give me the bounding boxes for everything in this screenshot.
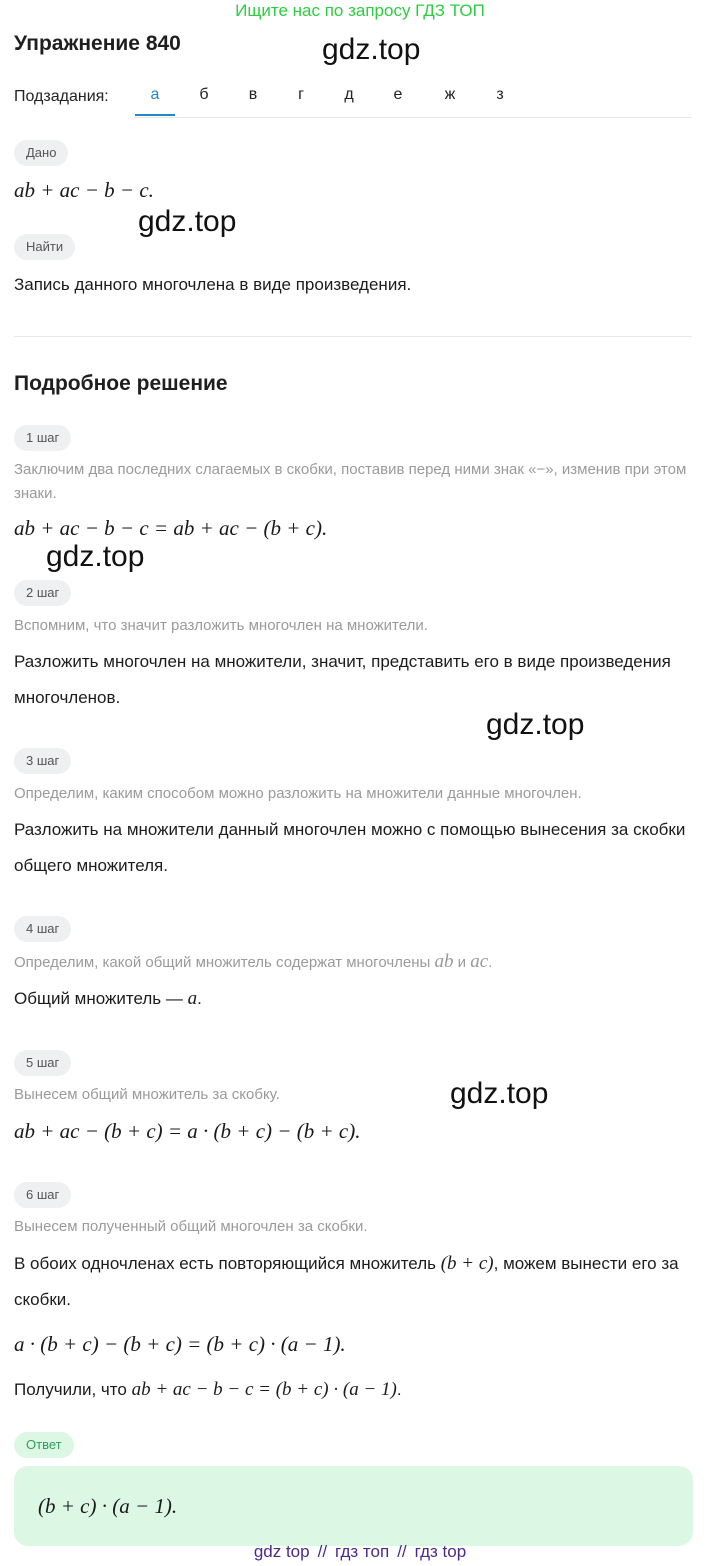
step-4-chip: 4 шаг bbox=[14, 916, 71, 942]
find-text: Запись данного многочлена в виде произведения. bbox=[14, 275, 412, 294]
step-5-hint: Вынесем общий множитель за скобку. bbox=[14, 1086, 280, 1103]
step-6-text bbox=[14, 1246, 704, 1318]
step-1-expression: ab + ac − b − c = ab + ac − (b + c). bbox=[14, 516, 328, 540]
footer-link-2[interactable]: гдз топ bbox=[335, 1542, 390, 1561]
step-4-text-end: . bbox=[197, 989, 202, 1008]
step-4-text bbox=[14, 981, 704, 1017]
step-6-chip: 6 шаг bbox=[14, 1182, 71, 1208]
solution-title: Подробное решение bbox=[14, 372, 228, 395]
step-6-text-end: , можем вынести его за скобки. bbox=[14, 1254, 679, 1309]
step-6-hint: Вынесем полученный общий многочлен за скобки. bbox=[14, 1218, 368, 1235]
subtask-tab-z[interactable]: з bbox=[496, 86, 504, 103]
step-4-hint-end: . bbox=[488, 954, 493, 971]
step-3-chip: 3 шаг bbox=[14, 748, 71, 774]
answer-expression: (b + c) · (a − 1). bbox=[38, 1494, 178, 1518]
subtask-tab-a[interactable]: а bbox=[135, 86, 175, 116]
watermark: gdz.top bbox=[450, 1077, 549, 1110]
step-1-hint: Заключим два последних слагаемых в скобки, поставив перед ними знак «−», изменив при этом знаки. bbox=[14, 461, 687, 502]
step-6-result-prefix: Получили, что bbox=[14, 1380, 132, 1399]
footer-separator: // bbox=[317, 1542, 328, 1561]
step-6-result-math: ab + ac − b − c = (b + c) · (a − 1) bbox=[131, 1379, 397, 1400]
step-2-hint: Вспомним, что значит разложить многочлен на множители. bbox=[14, 617, 428, 634]
footer-link-3[interactable]: гдз top bbox=[414, 1542, 467, 1561]
step-4-hint bbox=[14, 950, 704, 975]
watermark: gdz.top bbox=[46, 540, 145, 573]
subtask-tab-e[interactable]: е bbox=[393, 86, 403, 103]
watermark: gdz.top bbox=[138, 205, 237, 238]
subtask-tab-g[interactable]: г bbox=[298, 86, 304, 103]
step-3-text: Разложить на множители данный многочлен можно с помощью вынесения за скобки общего множителя. bbox=[14, 820, 686, 875]
watermark: gdz.top bbox=[486, 708, 585, 741]
step-5-chip: 5 шаг bbox=[14, 1050, 71, 1076]
subtask-tab-d[interactable]: д bbox=[344, 86, 354, 103]
step-5-expression: ab + ac − (b + c) = a · (b + c) − (b + c). bbox=[14, 1119, 361, 1143]
step-4-hint-mid: и bbox=[453, 954, 471, 971]
section-divider bbox=[14, 336, 692, 337]
subtasks-label: Подзадания: bbox=[14, 88, 109, 105]
step-4-text-prefix: Общий множитель — bbox=[14, 989, 188, 1008]
given-chip: Дано bbox=[14, 140, 68, 166]
step-6-expression: a · (b + c) − (b + c) = (b + c) · (a − 1). bbox=[14, 1332, 346, 1356]
step-4-hint-prefix: Определим, какой общий множитель содержат многочлены bbox=[14, 954, 435, 971]
page-title: Упражнение 840 bbox=[14, 32, 181, 55]
step-6-text-prefix: В обоих одночленах есть повторяющийся множитель bbox=[14, 1254, 441, 1273]
step-6-text-math: (b + c) bbox=[440, 1253, 494, 1274]
answer-chip: Ответ bbox=[14, 1432, 74, 1458]
subtask-tab-v[interactable]: в bbox=[248, 86, 258, 103]
given-expression: ab + ac − b − c. bbox=[14, 178, 154, 202]
subtask-tab-b[interactable]: б bbox=[199, 86, 209, 103]
subtasks-nav bbox=[14, 84, 692, 118]
find-chip: Найти bbox=[14, 234, 75, 260]
step-6-result bbox=[14, 1372, 704, 1408]
footer-separator: // bbox=[397, 1542, 407, 1561]
answer-box bbox=[14, 1466, 693, 1546]
step-4-hint-math-2: ac bbox=[470, 951, 489, 972]
footer-link-1[interactable]: gdz top bbox=[253, 1542, 310, 1561]
promo-banner: Ищите нас по запросу ГДЗ ТОП bbox=[235, 1, 485, 20]
step-4-text-math: a bbox=[187, 988, 198, 1009]
subtask-tab-zh[interactable]: ж bbox=[444, 86, 456, 103]
step-2-text: Разложить многочлен на множители, значит, представить его в виде произведения многочленов. bbox=[14, 652, 671, 707]
footer-links bbox=[0, 1540, 720, 1564]
watermark: gdz.top bbox=[322, 33, 421, 66]
step-6-result-end: . bbox=[396, 1380, 402, 1399]
step-2-chip: 2 шаг bbox=[14, 580, 71, 606]
step-1-chip: 1 шаг bbox=[14, 425, 71, 451]
subtasks-underline bbox=[134, 117, 692, 118]
step-3-hint: Определим, каким способом можно разложить на множители данные многочлен. bbox=[14, 785, 582, 802]
step-4-hint-math-1: ab bbox=[434, 951, 454, 972]
